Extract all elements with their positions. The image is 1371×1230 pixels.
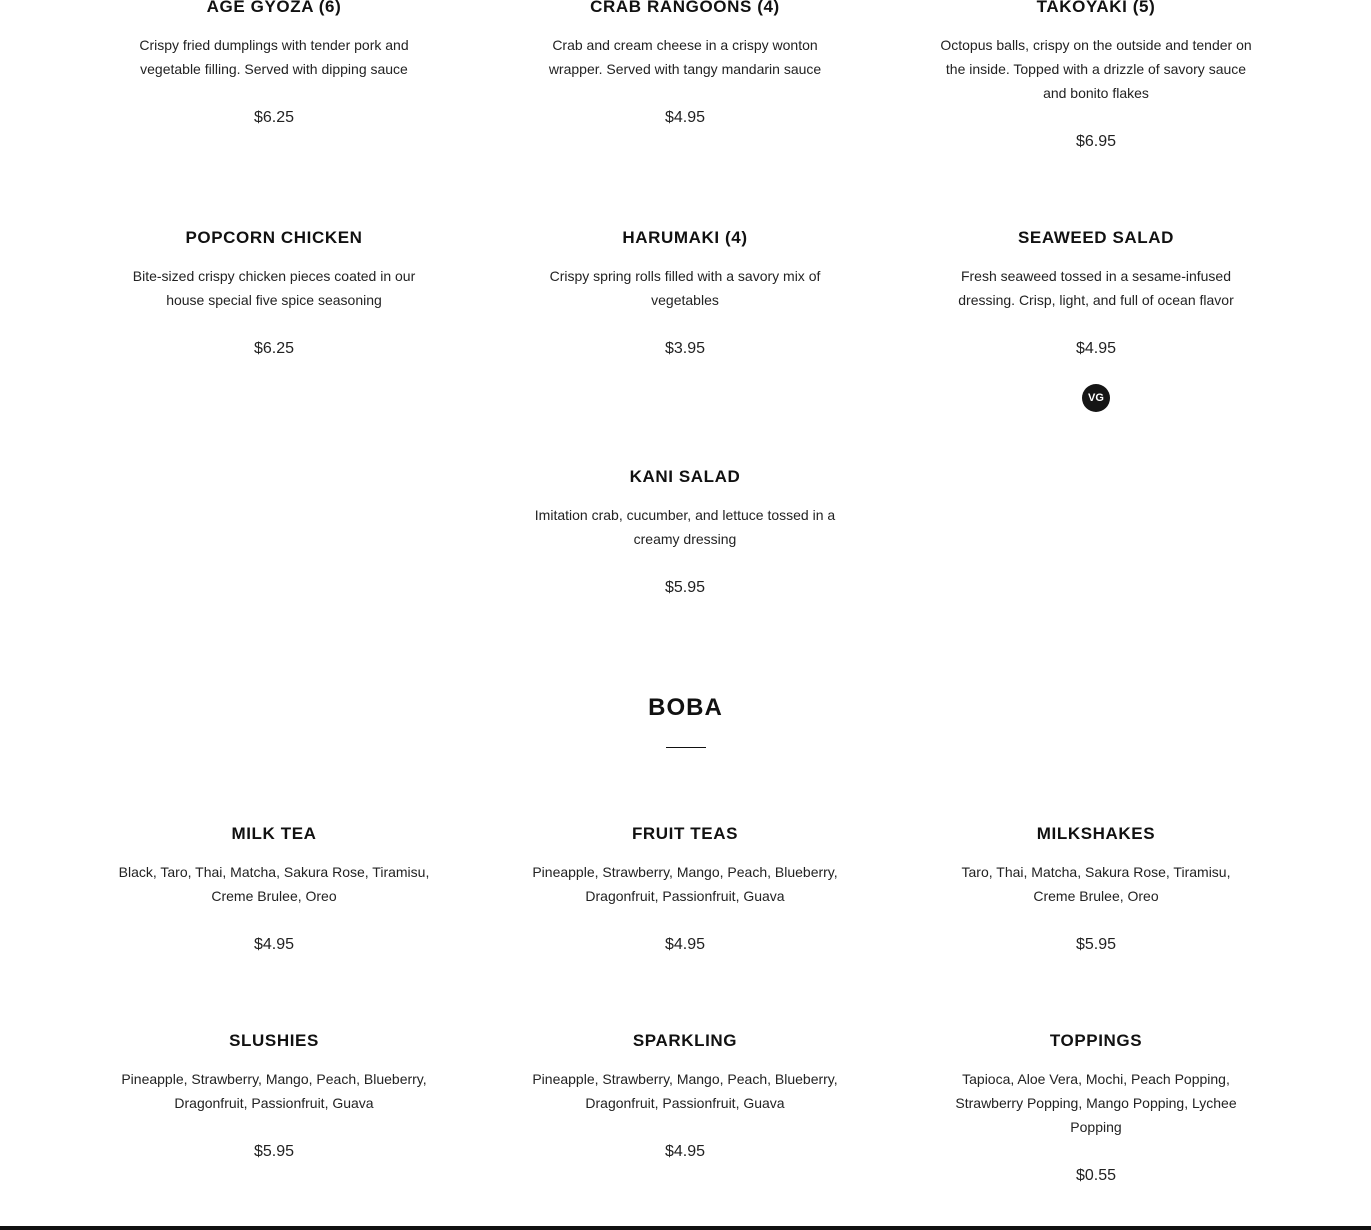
- item-price: $5.95: [253, 1143, 295, 1160]
- section-divider: [666, 747, 706, 748]
- item-price: $0.55: [1075, 1167, 1117, 1184]
- item-name: SPARKLING: [632, 1031, 738, 1050]
- item-description: Crab and cream cheese in a crispy wonton wrapper. Served with tangy mandarin sauce: [548, 37, 822, 77]
- item-price: $4.95: [664, 1143, 706, 1160]
- item-price: $3.95: [664, 340, 706, 357]
- item-price: $4.95: [664, 109, 706, 126]
- item-price: $6.25: [253, 109, 295, 126]
- item-name: POPCORN CHICKEN: [185, 228, 363, 247]
- item-name: TOPPINGS: [1049, 1031, 1143, 1050]
- item-name: HARUMAKI (4): [622, 228, 748, 247]
- item-description: Crispy fried dumplings with tender pork and vegetable filling. Served with dipping sauce: [139, 37, 409, 77]
- item-description: Tapioca, Aloe Vera, Mochi, Peach Popping, Strawberry Popping, Mango Popping, Lychee Popping: [955, 1071, 1237, 1135]
- item-description: Taro, Thai, Matcha, Sakura Rose, Tiramisu, Creme Brulee, Oreo: [961, 864, 1231, 904]
- section-title: BOBA: [648, 694, 723, 721]
- item-description: Octopus balls, crispy on the outside and tender on the inside. Topped with a drizzle of savory sauce and bonito flakes: [940, 37, 1252, 101]
- item-price: $6.25: [253, 340, 295, 357]
- item-description: Fresh seaweed tossed in a sesame-infused dressing. Crisp, light, and full of ocean flavor: [958, 268, 1234, 308]
- item-price: $5.95: [1075, 936, 1117, 953]
- item-price: $6.95: [1075, 133, 1117, 150]
- item-price: $4.95: [664, 936, 706, 953]
- item-name: SEAWEED SALAD: [1017, 228, 1175, 247]
- item-description: Black, Taro, Thai, Matcha, Sakura Rose, Tiramisu, Creme Brulee, Oreo: [118, 864, 430, 904]
- item-name: FRUIT TEAS: [631, 824, 739, 843]
- item-name: SLUSHIES: [229, 1031, 319, 1050]
- item-description: Pineapple, Strawberry, Mango, Peach, Blueberry, Dragonfruit, Passionfruit, Guava: [532, 864, 838, 904]
- item-name: MILK TEA: [231, 824, 317, 843]
- item-description: Imitation crab, cucumber, and lettuce tossed in a creamy dressing: [534, 507, 836, 547]
- item-price: $4.95: [253, 936, 295, 953]
- item-name: TAKOYAKI (5): [1036, 0, 1156, 16]
- item-name: AGE GYOZA (6): [206, 0, 342, 16]
- footer-divider: [0, 1226, 1371, 1230]
- item-name: KANI SALAD: [629, 467, 741, 486]
- item-description: Bite-sized crispy chicken pieces coated in our house special five spice seasoning: [132, 268, 416, 308]
- item-name: CRAB RANGOONS (4): [590, 0, 780, 16]
- item-name: MILKSHAKES: [1036, 824, 1156, 843]
- item-description: Crispy spring rolls filled with a savory mix of vegetables: [549, 268, 821, 308]
- vegan-badge: VG: [1082, 384, 1110, 412]
- item-price: $5.95: [664, 579, 706, 596]
- item-description: Pineapple, Strawberry, Mango, Peach, Blueberry, Dragonfruit, Passionfruit, Guava: [121, 1071, 427, 1111]
- item-price: $4.95: [1075, 340, 1117, 357]
- item-description: Pineapple, Strawberry, Mango, Peach, Blueberry, Dragonfruit, Passionfruit, Guava: [532, 1071, 838, 1111]
